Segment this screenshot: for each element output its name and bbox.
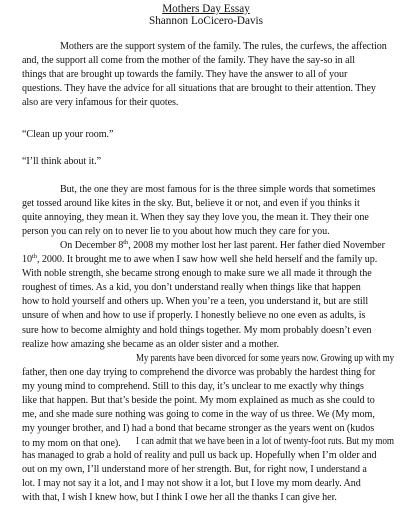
paragraph-line: father, then one day trying to comprehend the divorce was probably the hardest thing for	[22, 367, 376, 379]
quote-1	[22, 128, 394, 142]
essay-author: Shannon LoCicero-Davis	[148, 15, 264, 27]
paragraph-line: My parents have been divorced for some years now. Growing up with my	[136, 353, 395, 364]
paragraph-line: person you can rely on to never lie to you about how much they care for you.	[22, 226, 330, 238]
essay-title: Mothers Day Essay	[162, 3, 250, 15]
paragraph-line: how to hold yourself and others up. When you’re a teen, you understand it, but are still	[22, 296, 369, 308]
ordinal-suffix: th	[123, 239, 129, 246]
paragraph-line: realize how amazing she became as an older sister and a mother.	[22, 338, 279, 350]
date-tail-text: , 2000. It brought me to awe when I saw how well she held herself and the family up.	[36, 254, 378, 266]
paragraph-line: unsure of when and how to use if properly. I honestly believe no one even as adults, is	[22, 310, 366, 322]
paragraph-line: But, the one they are most famous for is the three simple words that sometimes	[60, 184, 376, 195]
paragraph-5	[22, 239, 394, 352]
paragraph-line: sure how to become almighty and hold things together. My mom probably doesn’t even	[22, 324, 372, 336]
paragraph-line-dated	[22, 239, 394, 253]
date-text: 10	[22, 254, 32, 266]
paragraph-line: things that are brought up towards the family. They have the answer to all of your	[22, 69, 348, 81]
paragraph-line: and, the support all come from the mother of the family. They have the say-so in all	[22, 55, 356, 67]
paragraph-line: has managed to grab a hold of reality and pull us back up. Hopefully when I’m older and	[22, 450, 377, 462]
ordinal-suffix: th	[32, 253, 37, 261]
paragraph-7	[22, 435, 394, 505]
paragraph-line: out on my own, I’ll understand more of her strength. But, for right now, I understand a	[22, 464, 367, 476]
paragraph-line: to my mom on that one).	[22, 437, 121, 449]
quote-line: “I’ll think about it.”	[22, 156, 102, 167]
paragraph-line: I can admit that we have been in a lot of twenty-foot ruts. But my mom	[136, 436, 394, 447]
paragraph-line: my younger brother, and I) had a bond that became stronger as the years went on (kudos	[22, 423, 375, 435]
paragraph-line: also are very infamous for their quotes.	[22, 97, 179, 109]
paragraph-line: quite annoying, they mean it. When they say they love you, the mean it. They their one	[22, 212, 369, 224]
paragraph-line: Mothers are the support system of the family. The rules, the curfews, the affection	[60, 41, 387, 52]
date-tail-text: , 2008 my mother lost her last parent. Her father died November	[128, 240, 385, 251]
paragraph-line: my young mind to comprehend. Still to this day, it’s unclear to me exactly why things	[22, 381, 364, 393]
paragraph-line: questions. They have the advice for all situations that are brought to their attention. They	[22, 83, 376, 95]
date-text: On December 8	[60, 240, 124, 251]
quote-2	[22, 155, 394, 169]
paragraph-line: With noble strength, she became strong enough to make sure we all made it through the	[22, 268, 372, 280]
paragraph-line: me, and she made sure nothing was going to come in the way of us three. We (My mom,	[22, 409, 375, 421]
paragraph-line: like that happen. But that’s beside the point. My mom explained as much as she could to	[22, 395, 375, 407]
paragraph-4	[22, 183, 394, 239]
paragraph-line: with that, I wish I knew how, but I think I owe her all the thanks I can give her.	[22, 492, 337, 504]
quote-line: “Clean up your room.”	[22, 129, 114, 140]
paragraph-line: get tossed around like kites in the sky. But, believe it or not, and even if you thinks it	[22, 198, 360, 210]
paragraph-line: roughest of times. As a kid, you don’t understand really when things like that happen	[22, 282, 361, 294]
paragraph-line: lot. I may not say it a lot, and I may not show it a lot, but I love my mom dearly. And	[22, 478, 361, 490]
paragraph-line-dated	[22, 253, 394, 267]
paragraph-1	[22, 40, 394, 110]
